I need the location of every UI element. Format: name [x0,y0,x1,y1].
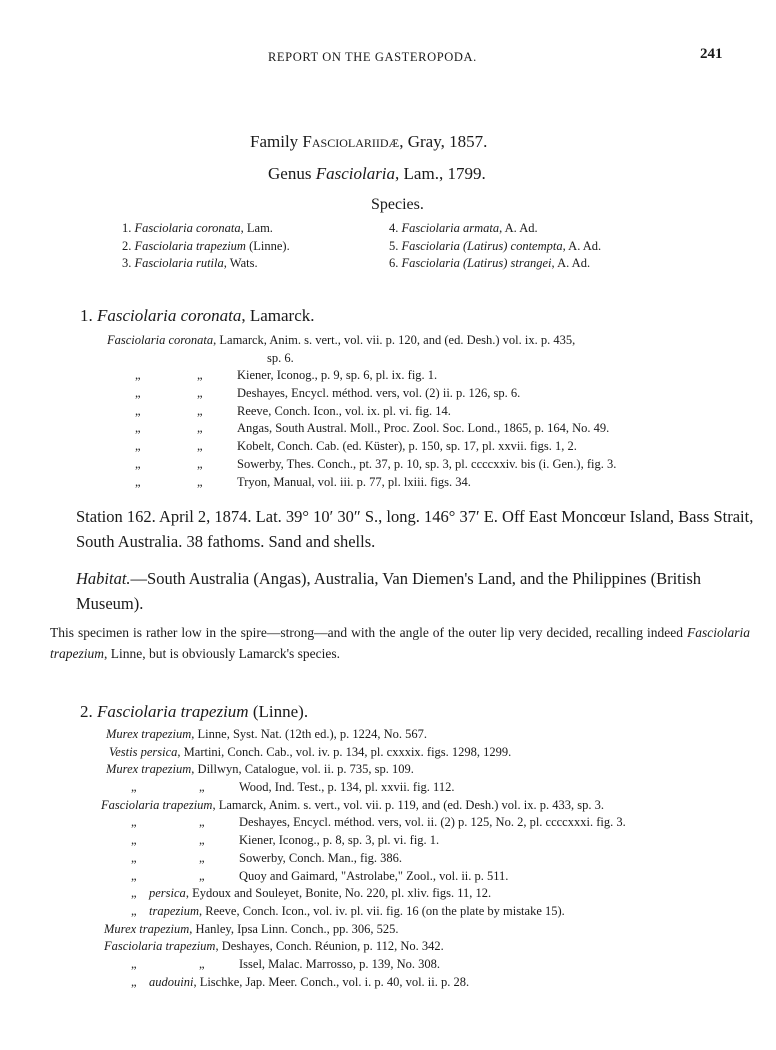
ditto-mark: „ [131,903,137,918]
genus-heading [268,164,486,184]
habitat-label: Habitat. [76,569,131,588]
citation-text: Reeve, Conch. Icon., vol. ix. pl. vi. fig. 14. [237,403,451,418]
synonymy-row [107,350,747,368]
section-1-title: 1. Fasciolaria coronata, Lamarck. [80,306,315,325]
station-paragraph: Station 162. April 2, 1874. Lat. 39° 10′ 30″ S., long. 146° 37′ E. Off East Moncœur Island, Bass Strait, South Australia. 38 fathoms. Sand and shells. [76,507,754,551]
synonymy-row [101,903,751,921]
taxon-name: Murex trapezium [106,727,192,741]
ditto-mark: „ [131,974,137,989]
citation-text: sp. 6. [267,350,294,365]
species-list-item: 4. Fasciolaria armata, A. Ad. [389,221,538,235]
taxon-name: Fasciolaria coronata [107,333,214,347]
synonymy-row [107,420,747,438]
genus-suffix: , Lam., 1799. [395,164,486,183]
citation-text: , Linne, Syst. Nat. (12th ed.), p. 1224, No. 567. [191,727,428,741]
synonymy-row [101,761,751,779]
ditto-mark: „ [135,474,141,489]
taxon-name: persica [149,886,186,901]
taxon-name: Murex trapezium [104,921,190,936]
genus-name: Fasciolaria [315,164,396,183]
synonymy-row [101,885,751,903]
species-list-left [122,220,290,273]
ditto-mark: „ [197,456,203,471]
synonymy-row [107,403,747,421]
taxon-name: trapezium [149,903,199,918]
taxon-name: Vestis persica [109,744,178,759]
species-list-item: 5. Fasciolaria (Latirus) contempta, A. Ad. [389,238,602,253]
synonymy-row [107,367,747,385]
section-2-title: 2. Fasciolaria trapezium (Linne). [80,702,309,721]
citation-text: Issel, Malac. Marrosso, p. 139, No. 308. [239,956,441,971]
citation-text: Deshayes, Encycl. méthod. vers, vol. ii. (2) p. 125, No. 2, pl. ccccxxxi. fig. 3. [239,815,626,830]
ditto-mark: „ [135,368,141,383]
family-prefix: Family [250,132,303,151]
ditto-mark: „ [199,780,205,795]
citation-text: Wood, Ind. Test., p. 134, pl. xxvii. fig. 112. [239,780,455,795]
ditto-mark: „ [135,439,141,454]
ditto-mark: „ [197,439,203,454]
ditto-mark: „ [197,421,203,436]
citation-text: , Deshayes, Conch. Réunion, p. 112, No. 342. [215,939,444,954]
citation-text: , Dillwyn, Catalogue, vol. ii. p. 735, sp. 109. [191,762,414,777]
remark-paragraph: This specimen is rather low in the spire—strong—and with the angle of the outer lip very decided, recalling indeed Fasciolaria trapezium, Linne, but is obviously Lamarck's species. [50,625,750,661]
citation-text: Kiener, Iconog., p. 9, sp. 6, pl. ix. fig. 1. [237,368,438,383]
ditto-mark: „ [199,868,205,883]
species-list-item: 6. Fasciolaria (Latirus) strangei, A. Ad. [389,256,591,270]
citation-text: , Lamarck, Anim. s. vert., vol. vii. p. 119, and (ed. Desh.) vol. ix. p. 433, sp. 3. [212,797,604,812]
ditto-mark: „ [131,886,137,901]
species-list-item: 3. Fasciolaria rutila, Wats. [122,256,258,270]
synonymy-row [101,956,751,974]
synonymy-row [101,797,751,815]
citation-text: Kobelt, Conch. Cab. (ed. Küster), p. 150, sp. 17, pl. xxvii. figs. 1, 2. [237,439,577,454]
taxon-name: Fasciolaria trapezium [101,797,213,812]
ditto-mark: „ [131,780,137,795]
citation-text: Deshayes, Encycl. méthod. vers, vol. (2) ii. p. 126, sp. 6. [237,386,521,401]
citation-text: Quoy and Gaimard, "Astrolabe," Zool., vol. ii. p. 511. [239,868,509,883]
citation-text: , Hanley, Ipsa Linn. Conch., pp. 306, 525. [189,921,399,936]
taxon-name: Fasciolaria trapezium [104,939,216,954]
ditto-mark: „ [135,403,141,418]
citation-text: , Lischke, Jap. Meer. Conch., vol. i. p. 40, vol. ii. p. 28. [193,974,470,989]
ditto-mark: „ [135,456,141,471]
section-2-synonymy [101,726,751,991]
synonymy-row [101,921,751,939]
synonymy-row [101,868,751,886]
species-list-right [389,220,601,273]
ditto-mark: „ [199,850,205,865]
ditto-mark: „ [199,815,205,830]
citation-text: Sowerby, Thes. Conch., pt. 37, p. 10, sp. 3, pl. ccccxxiv. bis (i. Gen.), fig. 3. [237,456,617,471]
citation-text: Tryon, Manual, vol. iii. p. 77, pl. lxiii. figs. 34. [237,474,471,489]
synonymy-row [107,456,747,474]
citation-text: , Martini, Conch. Cab., vol. iv. p. 134, pl. cxxxix. figs. 1298, 1299. [177,744,512,759]
ditto-mark: „ [131,868,137,883]
synonymy-row [101,744,751,762]
citation-text: Sowerby, Conch. Man., fig. 386. [239,850,403,865]
citation-text: , Lamarck, Anim. s. vert., vol. vii. p. 120, and (ed. Desh.) vol. ix. p. 435, [213,333,576,347]
synonymy-row [101,850,751,868]
citation-text: , Reeve, Conch. Icon., vol. iv. pl. vii. fig. 16 (on the plate by mistake 15). [199,903,565,918]
family-name: Fasciolariidæ [302,132,400,151]
ditto-mark: „ [197,403,203,418]
synonymy-row [107,385,747,403]
habitat-paragraph: Habitat.—South Australia (Angas), Australia, Van Diemen's Land, and the Philippines (British Museum). [76,569,702,613]
synonymy-row [101,814,751,832]
species-heading: Species. [371,196,424,213]
synonymy-row [101,726,751,744]
page-number: 241 [700,46,723,62]
running-title: REPORT ON THE GASTEROPODA. [268,50,477,64]
taxon-name: Murex trapezium [106,762,192,777]
genus-prefix: Genus [268,164,316,183]
synonymy-row [107,474,747,492]
ditto-mark: „ [131,815,137,830]
synonymy-row [101,832,751,850]
species-list-item: 1. Fasciolaria coronata, Lam. [122,221,273,235]
citation-text: Angas, South Austral. Moll., Proc. Zool. Soc. Lond., 1865, p. 164, No. 49. [237,421,610,436]
citation-text: Kiener, Iconog., p. 8, sp. 3, pl. vi. fig. 1. [239,833,440,848]
ditto-mark: „ [135,421,141,436]
ditto-mark: „ [131,850,137,865]
family-suffix: , Gray, 1857. [399,132,488,151]
family-heading [250,132,487,152]
synonymy-row [107,332,747,350]
synonymy-row [101,779,751,797]
ditto-mark: „ [131,833,137,848]
synonymy-row [101,938,751,956]
ditto-mark: „ [197,474,203,489]
citation-text: , Eydoux and Souleyet, Bonite, No. 220, pl. xliv. figs. 11, 12. [185,886,492,901]
ditto-mark: „ [199,833,205,848]
ditto-mark: „ [197,386,203,401]
ditto-mark: „ [197,368,203,383]
species-list-item: 2. Fasciolaria trapezium (Linne). [122,238,290,253]
synonymy-row [107,438,747,456]
section-1-synonymy [107,332,747,491]
taxon-name: audouini [149,974,194,989]
synonymy-row [101,974,751,992]
ditto-mark: „ [199,956,205,971]
ditto-mark: „ [131,956,137,971]
ditto-mark: „ [135,386,141,401]
